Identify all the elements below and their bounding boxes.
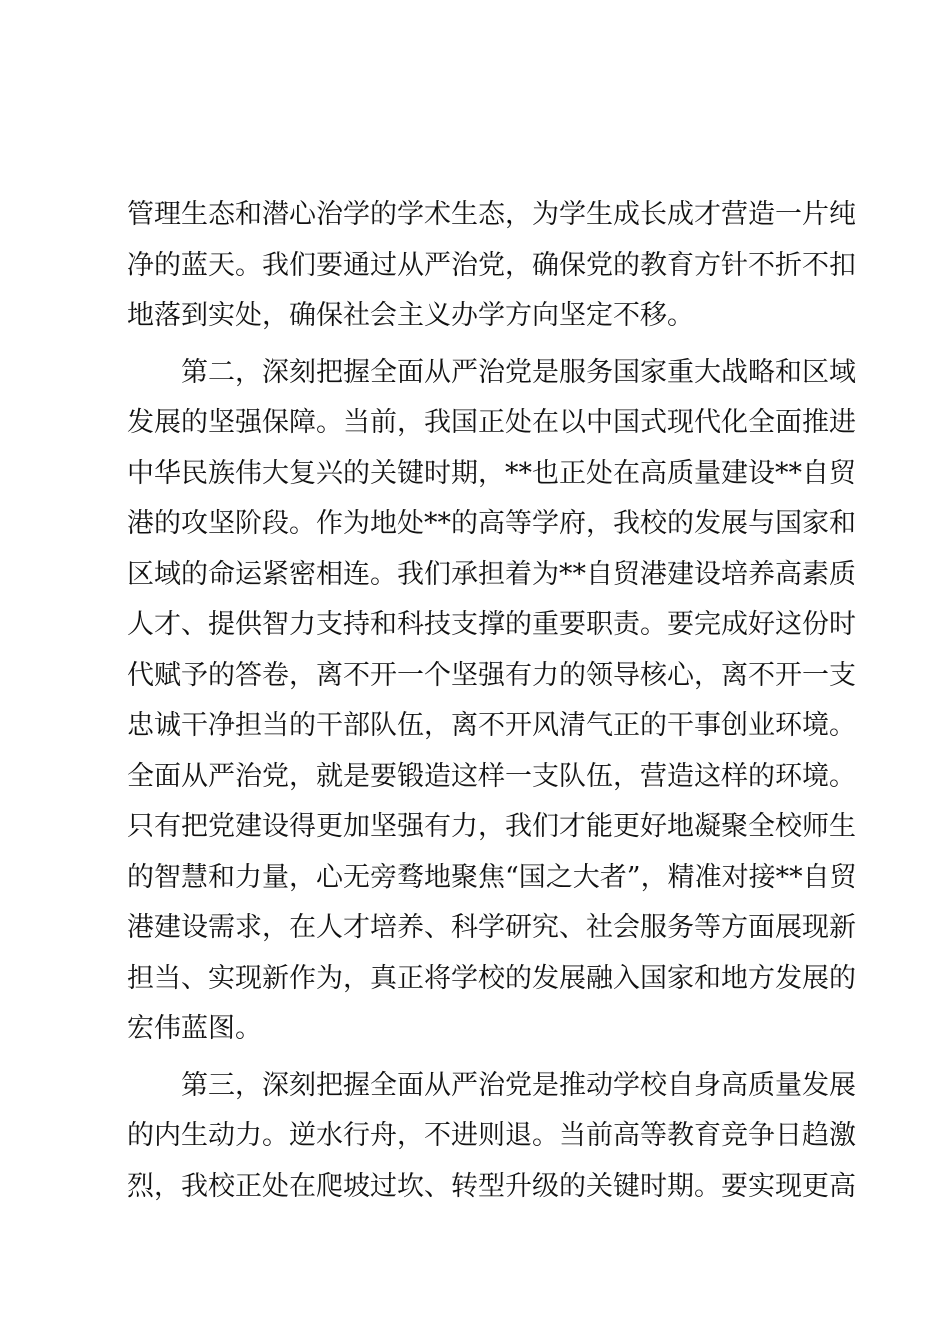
paragraph-2 [127, 348, 857, 1055]
paragraph-line: 管理生态和潜心治学的学术生态，为学生成长成才营造一片纯 [127, 199, 856, 230]
paragraph-line: 区域的命运紧密相连。我们承担着为**自贸港建设培养高素质 [127, 558, 856, 590]
paragraph-line: 的内生动力。逆水行舟，不进则退。当前高等教育竞争日趋激 [127, 1120, 856, 1151]
paragraph-line: 忠诚干净担当的干部队伍，离不开风清气正的干事创业环境。 [127, 710, 856, 741]
paragraph-1 [127, 190, 856, 342]
paragraph-line: 代赋予的答卷，离不开一个坚强有力的领导核心，离不开一支 [127, 659, 856, 691]
paragraph-line: 第二，深刻把握全面从严治党是服务国家重大战略和区域 [181, 356, 856, 388]
paragraph-line: 港建设需求，在人才培养、科学研究、社会服务等方面展现新 [127, 912, 856, 943]
paragraph-line: 港的攻坚阶段。作为地处**的高等学府，我校的发展与国家和 [127, 508, 856, 539]
paragraph-line: 地落到实处，确保社会主义办学方向坚定不移。 [127, 300, 694, 331]
paragraph-3 [127, 1061, 856, 1213]
paragraph-line: 净的蓝天。我们要通过从严治党，确保党的教育方针不折不扣 [127, 249, 856, 281]
paragraph-line: 只有把党建设得更加坚强有力，我们才能更好地凝聚全校师生 [127, 811, 856, 842]
document-body [127, 190, 857, 1212]
paragraph-line: 担当、实现新作为，真正将学校的发展融入国家和地方发展的 [127, 962, 856, 994]
paragraph-line: 烈，我校正处在爬坡过坎、转型升级的关键时期。要实现更高 [127, 1170, 856, 1202]
paragraph-line: 全面从严治党，就是要锻造这样一支队伍，营造这样的环境。 [127, 760, 856, 792]
paragraph-line: 的智慧和力量，心无旁骛地聚焦“国之大者”，精准对接**自贸 [127, 861, 857, 893]
paragraph-line: 第三，深刻把握全面从严治党是推动学校自身高质量发展 [181, 1069, 856, 1101]
paragraph-line: 发展的坚强保障。当前，我国正处在以中国式现代化全面推进 [127, 407, 856, 438]
paragraph-line: 中华民族伟大复兴的关键时期，**也正处在高质量建设**自贸 [127, 457, 856, 489]
paragraph-line: 人才、提供智力支持和科技支撑的重要职责。要完成好这份时 [127, 609, 856, 640]
paragraph-line: 宏伟蓝图。 [127, 1013, 262, 1044]
